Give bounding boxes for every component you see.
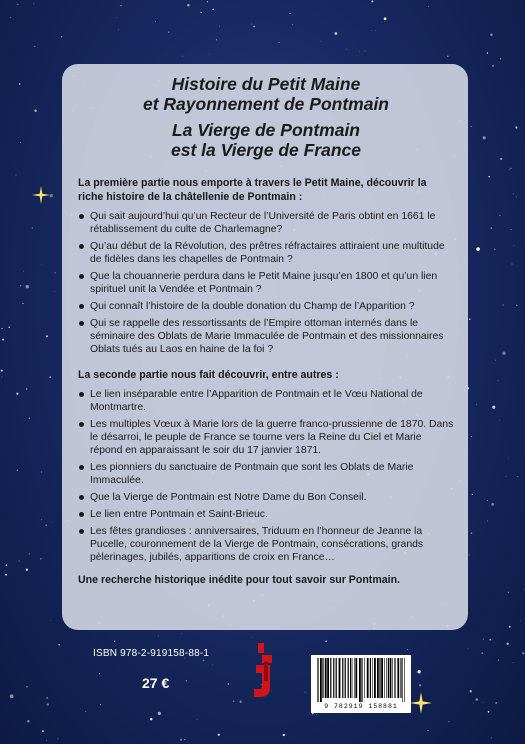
sparkle-star-icon <box>32 186 50 204</box>
part1-list <box>78 210 454 356</box>
subtitle-line-1: La Vierge de Pontmain <box>171 120 360 140</box>
list-item: Le lien inséparable entre l’Apparition de Pontmain et le Vœu National de Montmartre. <box>78 388 454 414</box>
back-cover-text-panel <box>62 64 468 630</box>
price-label: 27 € <box>142 675 170 691</box>
title-line-1: Histoire du Petit Maine <box>171 74 361 94</box>
list-item: Les fêtes grandioses : anniversaires, Triduum en l’honneur de Jeanne la Pucelle, couronnement de la Vierge de Pontmain, consécrations, grands pèlerinages, jubilés, apparitions de croix en France… <box>78 525 454 564</box>
subtitle-line-2: est la Vierge de France <box>171 140 361 160</box>
part2-intro: La seconde partie nous fait découvrir, entre autres : <box>78 369 339 381</box>
list-item: Qui sait aujourd’hui qu’un Recteur de l’Université de Paris obtint en 1661 le rétablissement du culte de Charlemagne? <box>78 210 454 236</box>
list-item: Que la Vierge de Pontmain est Notre Dame du Bon Conseil. <box>78 491 454 504</box>
closing-statement: Une recherche historique inédite pour tout savoir sur Pontmain. <box>78 574 400 586</box>
list-item: Que la chouannerie perdura dans le Petit Maine jusqu’en 1800 et qu’un lien spirituel unit la Vendée et Pontmain ? <box>78 270 454 296</box>
publisher-logo-icon <box>252 643 276 699</box>
list-item: Qu’au début de la Révolution, des prêtres réfractaires attiraient une multitude de fidèles dans les chapelles de Pontmain ? <box>78 240 454 266</box>
sparkle-star-icon <box>410 692 432 714</box>
list-item: Qui connaît l’histoire de la double donation du Champ de l’Apparition ? <box>78 300 454 313</box>
list-item: Les pionniers du sanctuaire de Pontmain que sont les Oblats de Marie Immaculée. <box>78 461 454 487</box>
part1-intro: La première partie nous emporte à travers le Petit Maine, découvrir la riche histoire de la châtellenie de Pontmain : <box>78 177 427 203</box>
list-item: Le lien entre Pontmain et Saint-Brieuc. <box>78 508 454 521</box>
isbn-label: ISBN 978-2-919158-88-1 <box>93 648 210 659</box>
barcode-number: 9 782919 158881 <box>324 703 398 710</box>
list-item: Les multiples Vœux à Marie lors de la guerre franco-prussienne de 1870. Dans le désarroi, le peuple de France se tourne vers la Reine du Ciel et Marie répond en apparaissant le soir du 17 janvier 1871. <box>78 418 454 457</box>
part2-list <box>78 388 454 564</box>
title-block <box>78 74 454 160</box>
title-line-2: et Rayonnement de Pontmain <box>142 94 389 114</box>
list-item: Qui se rappelle des ressortissants de l’Empire ottoman internés dans le séminaire des Oblats de Marie Immaculée de Pontmain et des missionnaires Oblats tués au Laos en haine de la foi ? <box>78 317 454 356</box>
barcode-icon <box>311 655 411 713</box>
